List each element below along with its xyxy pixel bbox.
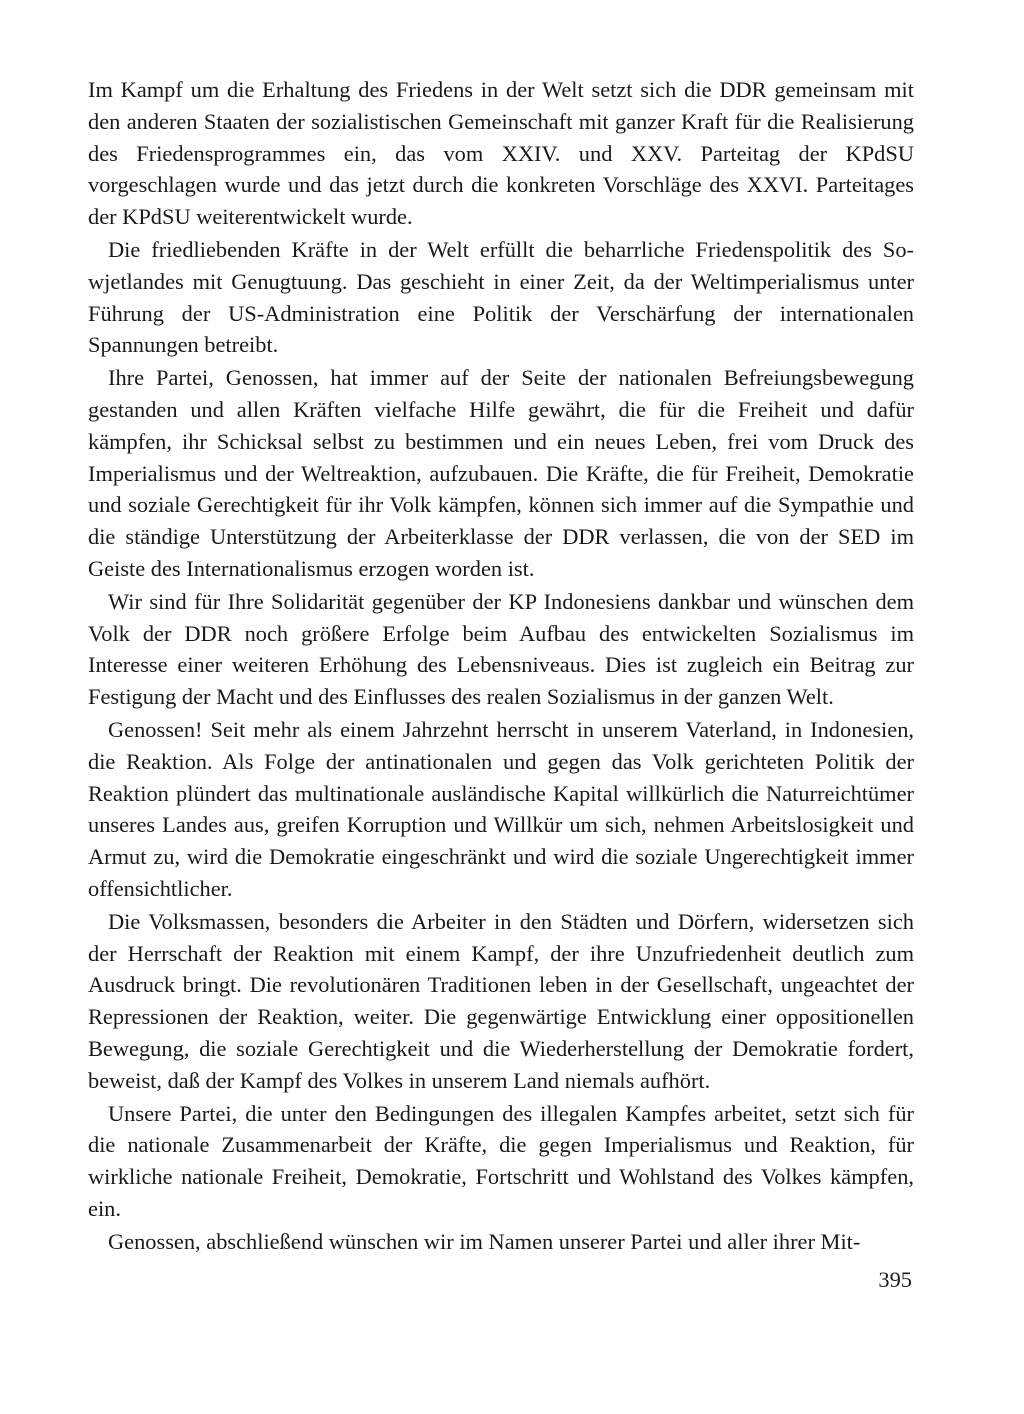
- paragraph-4: Wir sind für Ihre Solidarität gegenüber der KP Indonesiens dankbar und wünschen dem Volk der DDR noch größere Erfolge beim Aufbau des entwickelten Sozialismus im Interesse einer weiteren Erhöhung des Lebensniveaus. Dies ist zugleich ein Beitrag zur Festigung der Macht und des Einflusses des realen Sozialismus in der ganzen Welt.: [88, 588, 914, 710]
- document-page: [88, 74, 914, 1257]
- paragraph-2: Die friedliebenden Kräfte in der Welt erfüllt die beharrliche Friedenspolitik des Sowjetlandes mit Genugtuung. Das geschieht in einer Zeit, da der Weltimperialismus unter Führung der US-Administration eine Politik der Verschärfung der internationalen Spannungen betreibt.: [88, 236, 914, 358]
- paragraph-6: Die Volksmassen, besonders die Arbeiter in den Städten und Dörfern, widersetzen sich der Herrschaft der Reaktion mit einem Kampf, der ihre Unzufriedenheit deutlich zum Ausdruck bringt. Die revolutionären Traditionen leben in der Gesellschaft, ungeachtet der Repressionen der Reaktion, weiter. Die gegenwärtige Entwicklung einer oppositionellen Bewegung, die soziale Gerechtigkeit und die Wiederherstellung der Demokratie fordert, beweist, daß der Kampf des Volkes in unserem Land niemals aufhört.: [88, 908, 914, 1093]
- paragraph-3: Ihre Partei, Genossen, hat immer auf der Seite der nationalen Befreiungsbewegung gestanden und allen Kräften vielfache Hilfe gewährt, die für die Freiheit und dafür kämpfen, ihr Schicksal selbst zu bestimmen und ein neues Leben, frei vom Druck des Imperialismus und der Weltreaktion, aufzubauen. Die Kräfte, die für Freiheit, Demokratie und soziale Gerechtigkeit für ihr Volk kämpfen, können sich immer auf die Sympathie und die ständige Unterstützung der Arbeiterklasse der DDR verlassen, die von der SED im Geiste des Internationalismus erzogen worden ist.: [88, 365, 914, 581]
- page-number: 395: [878, 1267, 912, 1292]
- paragraph-5: Genossen! Seit mehr als einem Jahrzehnt herrscht in unserem Vaterland, in Indonesien, die Reaktion. Als Folge der antinationalen und gegen das Volk gerichteten Politik der Reaktion plündert das multinationale ausländische Kapital willkürlich die Naturreichtümer unseres Landes aus, greifen Korruption und Willkür um sich, nehmen Arbeitslosigkeit und Armut zu, wird die Demokratie eingeschränkt und wird die soziale Ungerechtigkeit immer offensichtlicher.: [88, 716, 914, 901]
- paragraph-1: Im Kampf um die Erhaltung des Friedens in der Welt setzt sich die DDR gemeinsam mit den anderen Staaten der sozialistischen Gemeinschaft mit ganzer Kraft für die Realisierung des Friedensprogrammes ein, das vom XXIV. und XXV. Parteitag der KPdSU vorgeschlagen wurde und das jetzt durch die konkreten Vorschläge des XXVI. Parteitages der KPdSU weiterentwickelt wurde.: [88, 77, 914, 230]
- paragraph-8: Genossen, abschließend wünschen wir im Namen unserer Partei und aller ihrer Mit-: [108, 1228, 861, 1254]
- paragraph-7: Unsere Partei, die unter den Bedingungen des illegalen Kampfes arbeitet, setzt sich für die nationale Zusammenarbeit der Kräfte, die gegen Imperialismus und Reaktion, für wirkliche nationale Freiheit, Demokratie, Fortschritt und Wohlstand des Volkes kämpfen, ein.: [88, 1100, 914, 1221]
